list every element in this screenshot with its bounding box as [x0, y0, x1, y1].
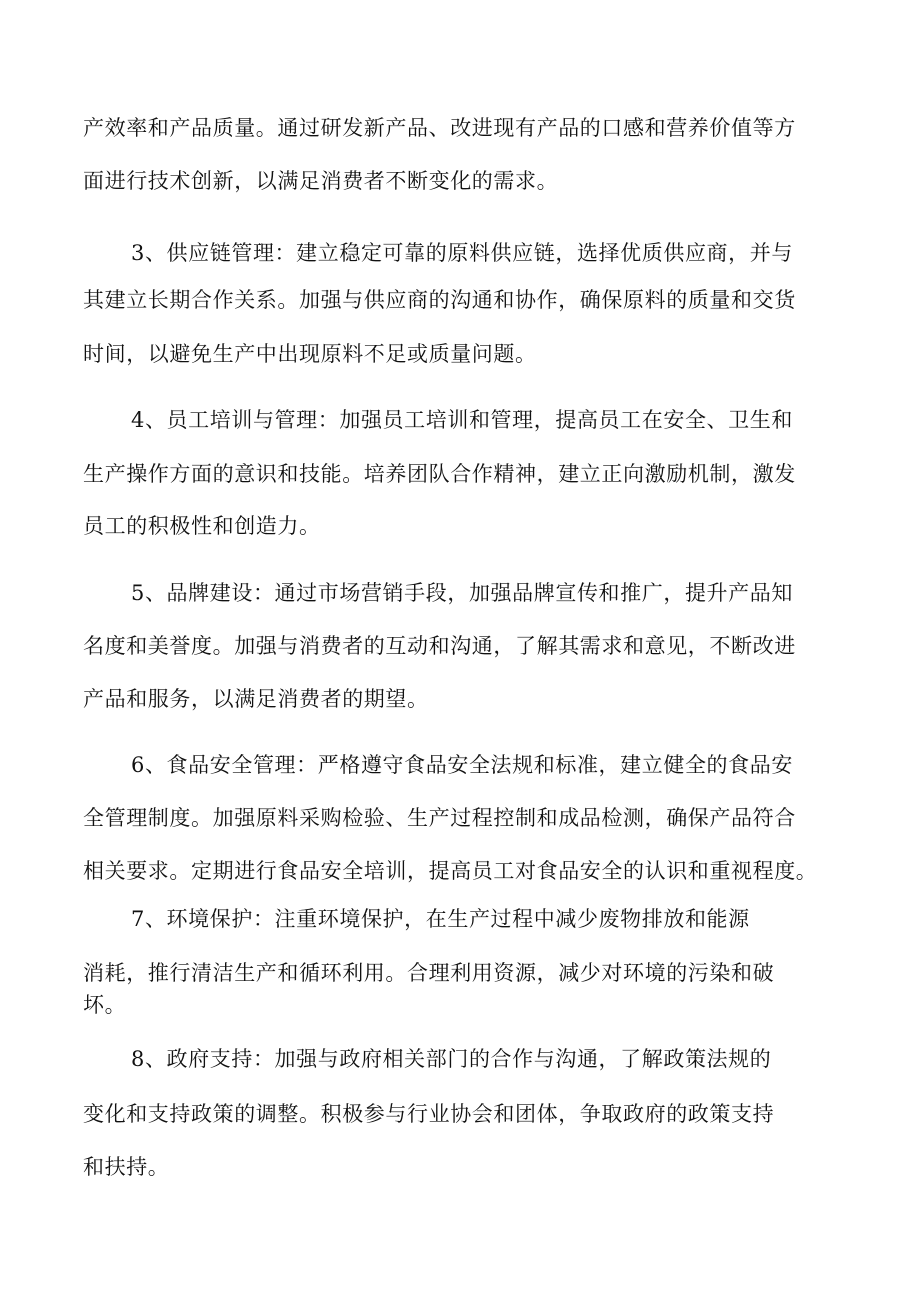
paragraph-line: 7、环境保护：注重环境保护，在生产过程中减少废物排放和能源: [131, 907, 750, 931]
paragraph-line: 相关要求。定期进行食品安全培训，提高员工对食品安全的认识和重视程度。: [83, 859, 818, 883]
paragraph-line: 时间，以避免生产中出现原料不足或质量问题。: [83, 342, 537, 366]
paragraph-line: 和扶持。: [83, 1155, 170, 1179]
paragraph-line: 8、政府支持：加强与政府相关部门的合作与沟通，了解政策法规的: [131, 1047, 772, 1071]
paragraph-line: 全管理制度。加强原料采购检验、生产过程控制和成品检测，确保产品符合: [83, 806, 796, 830]
paragraph-line: 员工的积极性和创造力。: [83, 514, 321, 538]
paragraph-line: 面进行技术创新，以满足消费者不断变化的需求。: [83, 169, 559, 193]
paragraph-line: 其建立长期合作关系。加强与供应商的沟通和协作，确保原料的质量和交货: [83, 288, 796, 312]
paragraph-line: 产效率和产品质量。通过研发新产品、改进现有产品的口感和营养价值等方: [83, 116, 796, 140]
paragraph-line: 5、品牌建设：通过市场营销手段，加强品牌宣传和推广，提升产品知: [131, 581, 793, 605]
paragraph-line: 产品和服务，以满足消费者的期望。: [83, 687, 429, 711]
paragraph-line: 变化和支持政策的调整。积极参与行业协会和团体，争取政府的政策支持: [83, 1102, 775, 1126]
paragraph-line: 3、供应链管理：建立稳定可靠的原料供应链，选择优质供应商，并与: [131, 241, 793, 265]
paragraph-line: 消耗，推行清洁生产和循环利用。合理利用资源，减少对环境的污染和破: [83, 961, 775, 985]
paragraph-line: 6、食品安全管理：严格遵守食品安全法规和标准，建立健全的食品安: [131, 753, 793, 777]
paragraph-line: 名度和美誉度。加强与消费者的互动和沟通，了解其需求和意见，不断改进: [83, 634, 796, 658]
paragraph-line: 4、员工培训与管理：加强员工培训和管理，提高员工在安全、卫生和: [131, 408, 793, 432]
paragraph-line: 坏。: [83, 993, 127, 1017]
paragraph-line: 生产操作方面的意识和技能。培养团队合作精神，建立正向激励机制，激发: [83, 462, 796, 486]
